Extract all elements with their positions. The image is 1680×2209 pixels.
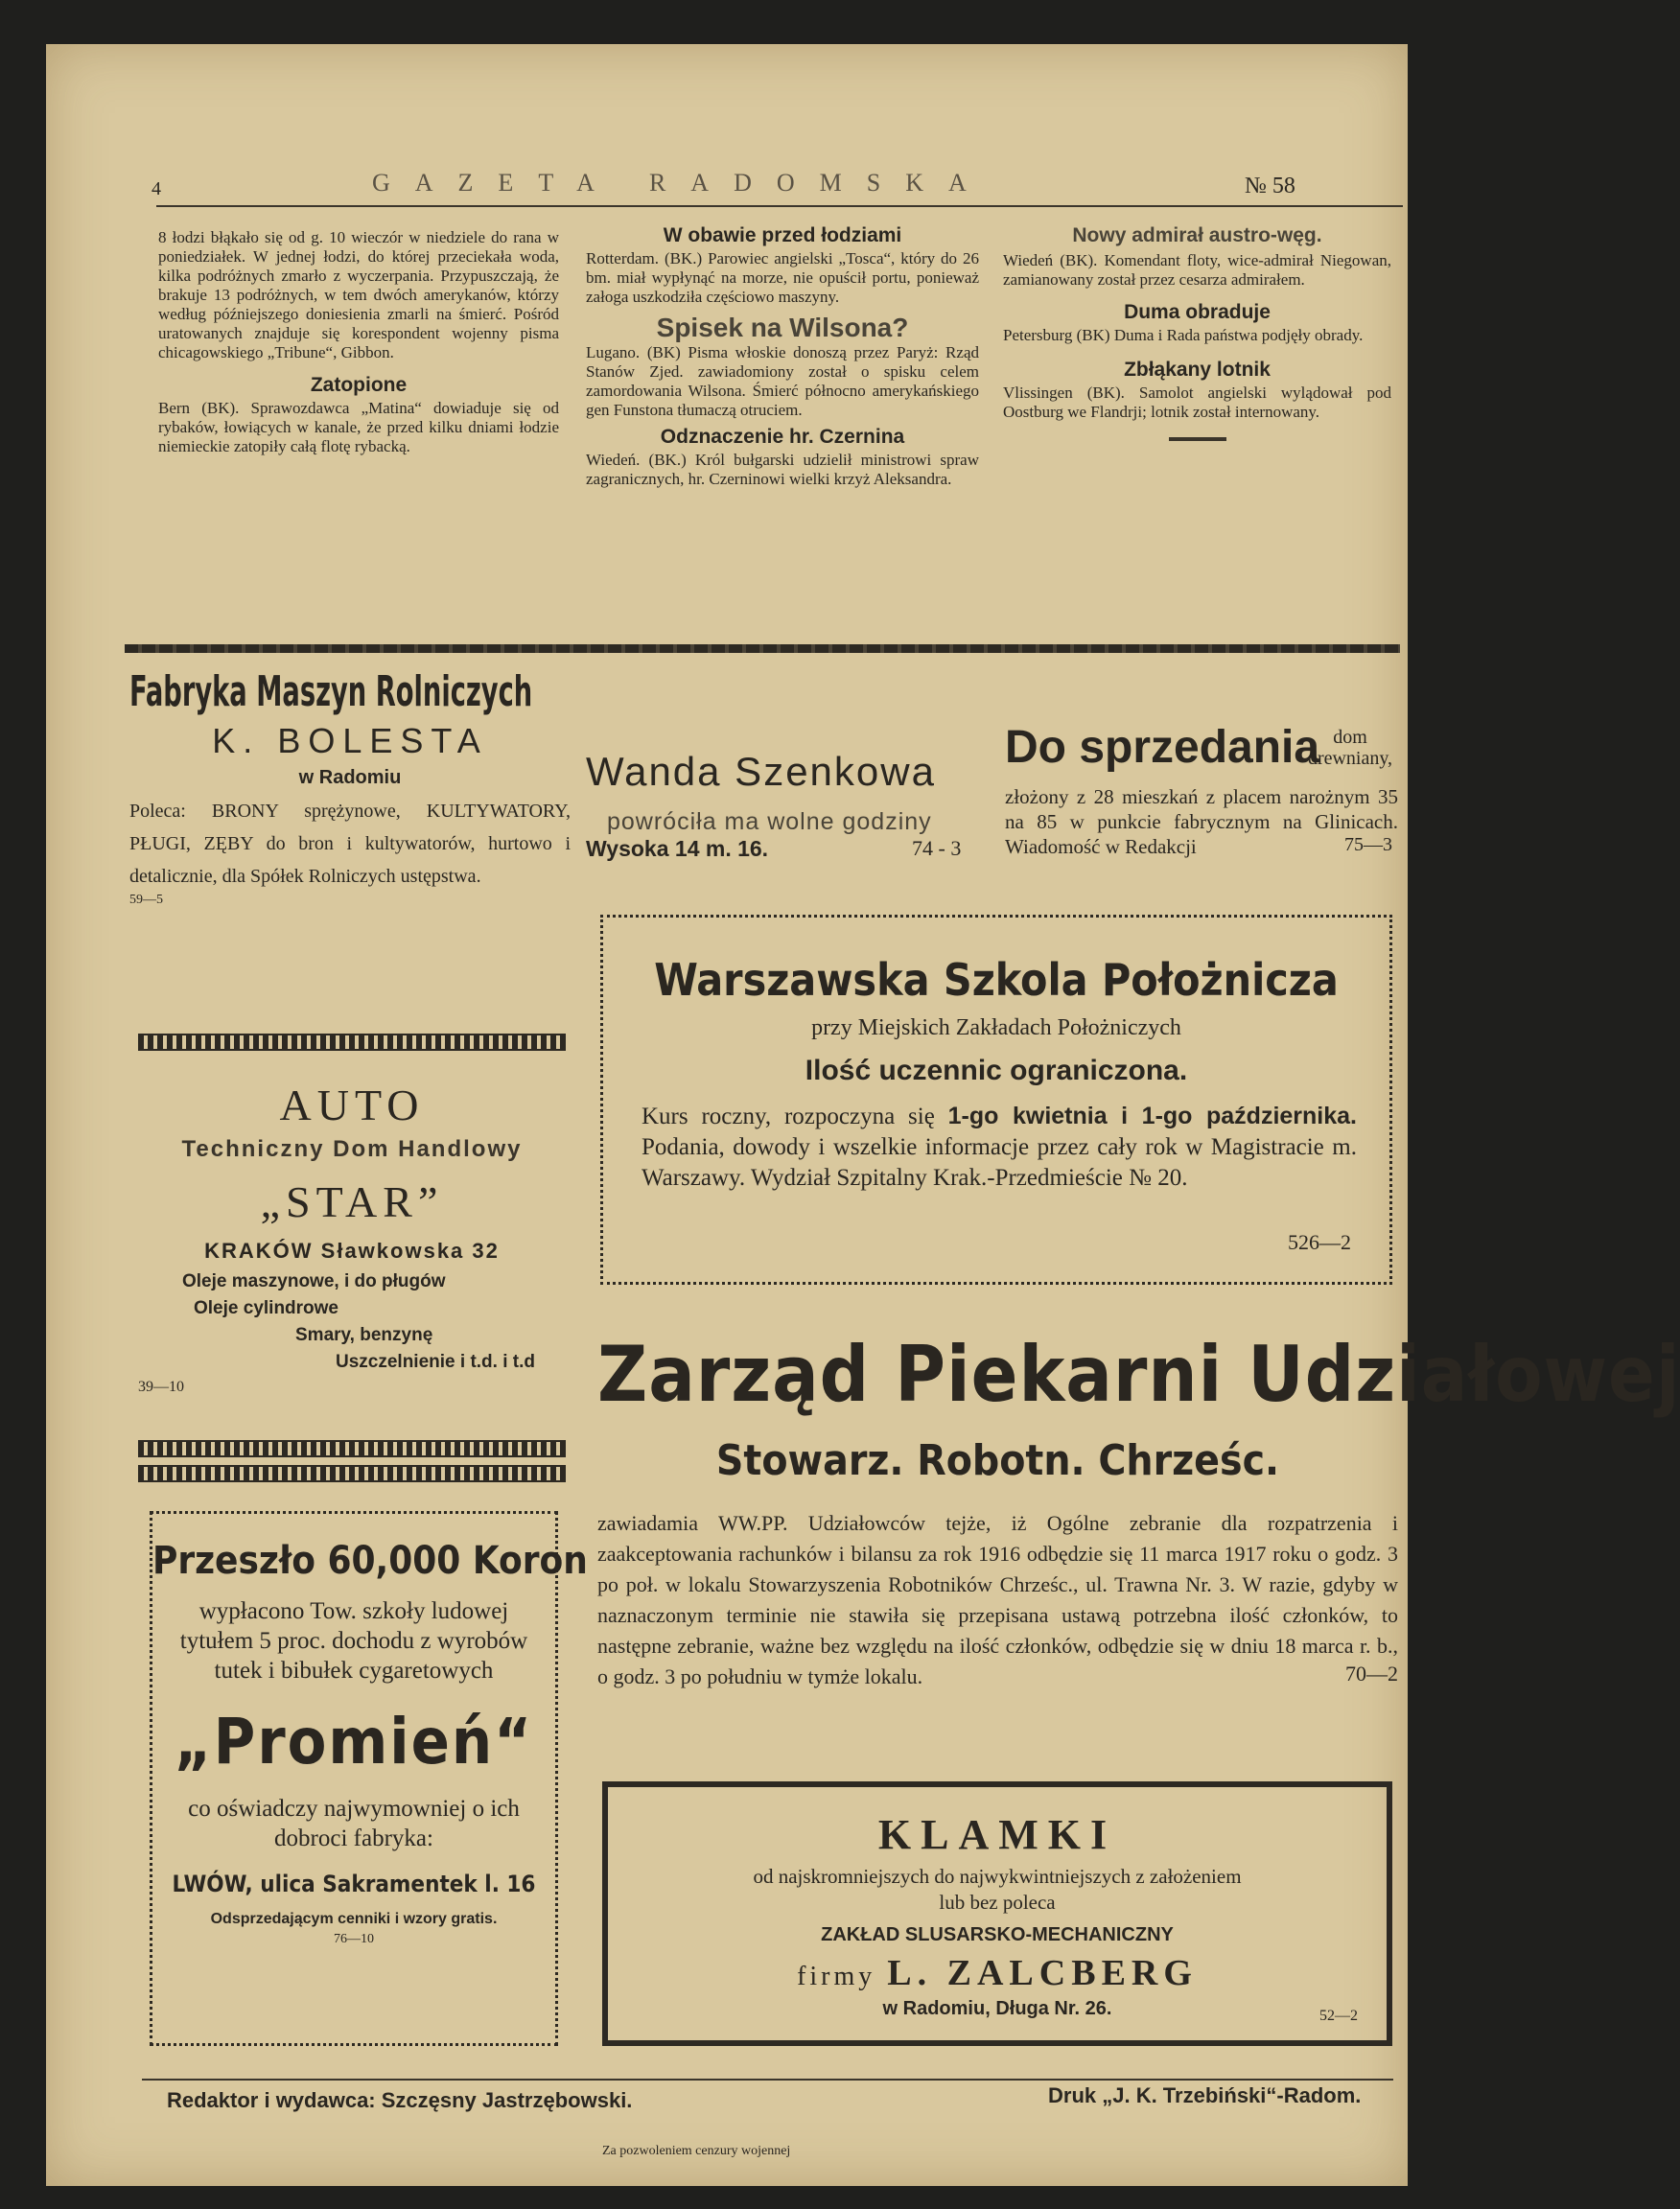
piekarnia-subtitle: Stowarz. Robotn. Chrześc. xyxy=(715,1436,1280,1485)
promien-text: wypłacono Tow. szkoły ludowej tytułem 5 proc. dochodu z wyrobów tutek i bibułek cygaretowych xyxy=(179,1598,528,1684)
auto-name: „STAR” xyxy=(260,1177,444,1226)
szkola-subtitle: przy Miejskich Zakładach Położniczych xyxy=(811,1015,1181,1040)
obawie-title: W obawie przed łodziami xyxy=(663,224,902,246)
promien-code: 76—10 xyxy=(334,1932,374,1946)
admiral-text: Wiedeń (BK). Komendant floty, wice-admirał Niegowan, zamianowany został przez cesarza admirałem. xyxy=(1003,251,1391,289)
ornament-border xyxy=(138,1440,566,1457)
piekarnia-code: 70—2 xyxy=(1345,1662,1398,1686)
szenkowa-code: 74 - 3 xyxy=(912,836,962,860)
czernin-text: Wiedeń. (BK.) Król bułgarski udzielił ministrowi spraw zagranicznych, hr. Czerninowi wielki krzyż Aleksandra. xyxy=(586,451,979,488)
end-dash xyxy=(1169,437,1226,441)
klamki-line3: ZAKŁAD SLUSARSKO-MECHANICZNY xyxy=(821,1924,1174,1945)
szenkowa-text: powróciła ma wolne godziny xyxy=(607,808,932,835)
newspaper-page xyxy=(46,44,1680,2186)
klamki-firm-prefix: firmy xyxy=(797,1962,876,1991)
szkola-text-c: Podania, dowody i wszelkie informacje przez cały rok w Magistracie m. Warszawy. Wydział Szpitalny Krak.-Przedmieście № 20. xyxy=(642,1134,1357,1191)
szenkowa-name: Wanda Szenkowa xyxy=(586,749,936,794)
news-col3 xyxy=(1003,226,1391,441)
auto-line3: Smary, benzynę xyxy=(295,1325,433,1345)
spisek-title: Spisek na Wilsona? xyxy=(656,313,909,342)
szkola-notice: Ilość uczennic ograniczona. xyxy=(805,1055,1188,1086)
issue-number: № 58 xyxy=(1245,174,1295,198)
duma-text: Petersburg (BK) Duma i Rada państwa podjęły obrady. xyxy=(1003,326,1364,344)
footer-printer: Druk „J. K. Trzebiński“-Radom. xyxy=(1048,2083,1362,2107)
promien-text2: co oświadczy najwymowniej o ich dobroci fabryka: xyxy=(188,1796,520,1851)
footer-rule xyxy=(142,2079,1393,2081)
auto-line2: Oleje cylindrowe xyxy=(194,1298,338,1318)
ad-promien xyxy=(150,1511,588,2046)
szkola-text xyxy=(642,1101,1357,1194)
bolesta-city: w Radomiu xyxy=(298,767,402,788)
footer-censorship: Za pozwoleniem cenzury wojennej xyxy=(602,2144,791,2158)
bolesta-text: Poleca: BRONY sprężynowe, KULTYWATORY, PŁUGI, ZĘBY do bron i kultywatorów, hurtowo i detalicznie, dla Spółek Rolniczych ustępstwa. xyxy=(129,801,571,887)
ad-auto-star xyxy=(138,1080,566,1396)
admiral-title: Nowy admirał austro-węg. xyxy=(1072,224,1322,246)
ornament-border xyxy=(138,1465,566,1482)
ad-sprzedania xyxy=(1005,721,1398,856)
auto-address: KRAKÓW Sławkowska 32 xyxy=(204,1239,500,1263)
lotnik-text: Vlissingen (BK). Samolot angielski wylądował pod Oostburg we Flandrji; lotnik został internowany. xyxy=(1003,384,1391,421)
ad-szenkowa xyxy=(586,749,989,865)
promien-address: LWÓW, ulica Sakramentek l. 16 xyxy=(172,1871,536,1897)
ad-klamki xyxy=(602,1781,1392,2046)
sprzedania-side: dom drewniany, xyxy=(1307,727,1393,769)
klamki-firm: L. ZALCBERG xyxy=(887,1953,1198,1993)
lotnik-title: Zbłąkany lotnik xyxy=(1124,359,1271,381)
szkola-dates: 1-go kwietnia i 1-go października. xyxy=(947,1103,1357,1129)
bolesta-code: 59—5 xyxy=(129,893,163,907)
news-continued-text: 8 łodzi błąkało się od g. 10 wieczór w niedziele do rana w poniedziałek. W jednej łodzi, do której przeciekała woda, kilka podróżnych zmarło z wyczerpania. Przypuszczają, że brakuje 13 podróżnych, w tem dwóch amerykanów, którzy według późniejszego doniesienia zmarli na śmierć. Pośród uratowanych znajduje się korespondent wojenny pisma chicagowskiego „Tribune“, Gibbon. xyxy=(158,228,559,361)
news-col2 xyxy=(586,226,979,489)
ornament-border xyxy=(138,1034,566,1051)
promien-note: Odsprzedającym cenniki i wzory gratis. xyxy=(210,1911,498,1927)
ad-bolesta xyxy=(129,667,571,908)
duma-title: Duma obraduje xyxy=(1124,301,1271,323)
bolesta-name: K. BOLESTA xyxy=(212,721,488,760)
klamki-line1: od najskromniejszych do najwykwintniejszych z założeniem xyxy=(753,1865,1242,1888)
masthead: GAZETA RADOMSKA xyxy=(372,169,992,197)
klamki-address: w Radomiu, Długa Nr. 26. xyxy=(882,1998,1112,2019)
szkola-title: Warszawska Szkola Położnicza xyxy=(654,954,1339,1006)
zatopione-text: Bern (BK). Sprawozdawca „Matina“ dowiaduje się od rybaków, łowiących w kanale, że przed kilku dniami łodzie niemieckie zatopiły całą flotę rybacką. xyxy=(158,399,559,455)
auto-title: AUTO xyxy=(279,1081,425,1129)
zatopione-title: Zatopione xyxy=(310,374,408,396)
header-rule xyxy=(156,205,1403,207)
szkola-text-a: Kurs roczny, rozpoczyna się xyxy=(642,1104,948,1129)
piekarnia-text: zawiadamia WW.PP. Udziałowców tejże, iż Ogólne zebranie dla rozpatrzenia i zaakceptowania rachunków i bilansu za rok 1916 odbędzie się 11 marca 1917 roku o godz. 3 po poł. w lokalu Stowarzyszenia Robotników Chrześc., ul. Trawna Nr. 3. W razie, gdyby w naznaczonym terminie nie stawiła się przepisana ustawą potrzebna ilość członków, to następne zebranie, ważne bez względu na ilość członków, odbędzie się w dniu 18 marca r. b., o godz. 3 po południu w tymże lokalu. xyxy=(597,1511,1398,1688)
spisek-text: Lugano. (BK) Pisma włoskie donoszą przez Paryż: Rząd Stanów Zjed. zawiadomiony został o spisku celem zamordowania Wilsona. Śmierć północno amerykańskiego gen Funstona tłumaczą otruciem. xyxy=(586,343,979,419)
klamki-code: 52—2 xyxy=(1319,2008,1358,2024)
auto-subtitle: Techniczny Dom Handlowy xyxy=(181,1136,523,1162)
footer-editor: Redaktor i wydawca: Szczęsny Jastrzębowski. xyxy=(167,2088,633,2112)
section-separator xyxy=(125,644,1400,653)
auto-line4: Uszczelnienie i t.d. i t.d xyxy=(336,1352,535,1372)
szenkowa-address: Wysoka 14 m. 16. xyxy=(586,836,769,861)
page-number: 4 xyxy=(152,178,161,199)
obawie-text: Rotterdam. (BK.) Parowiec angielski „Tosca“, który do 26 bm. miał wypłynąć na morze, nie opuścił portu, ponieważ załoga uszkodziła częściowo maszyny. xyxy=(586,249,979,306)
sprzedania-text: złożony z 28 mieszkań z placem narożnym 35 na 85 w punkcie fabrycznym na Glinicach. Wiadomość w Redakcji xyxy=(1005,785,1398,858)
auto-code: 39—10 xyxy=(138,1379,184,1395)
promien-brand: „Promień“ xyxy=(174,1705,534,1779)
bolesta-title: Fabryka Maszyn Rolniczych xyxy=(129,667,533,716)
ad-piekarnia xyxy=(597,1329,1680,1688)
news-col1 xyxy=(158,228,559,456)
sprzedania-title: Do sprzedania xyxy=(1005,722,1320,773)
auto-line1: Oleje maszynowe, i do pługów xyxy=(182,1271,446,1291)
czernin-title: Odznaczenie hr. Czernina xyxy=(660,426,905,448)
klamki-line2: lub bez poleca xyxy=(939,1891,1056,1914)
szkola-code: 526—2 xyxy=(1288,1230,1351,1254)
sprzedania-code: 75—3 xyxy=(1344,834,1392,855)
klamki-title: KLAMKI xyxy=(877,1811,1117,1858)
promien-headline: Przeszło 60,000 Koron xyxy=(152,1539,588,1583)
ad-szkola xyxy=(600,915,1392,1285)
piekarnia-title: Zarząd Piekarni Udziałowej xyxy=(597,1330,1680,1419)
